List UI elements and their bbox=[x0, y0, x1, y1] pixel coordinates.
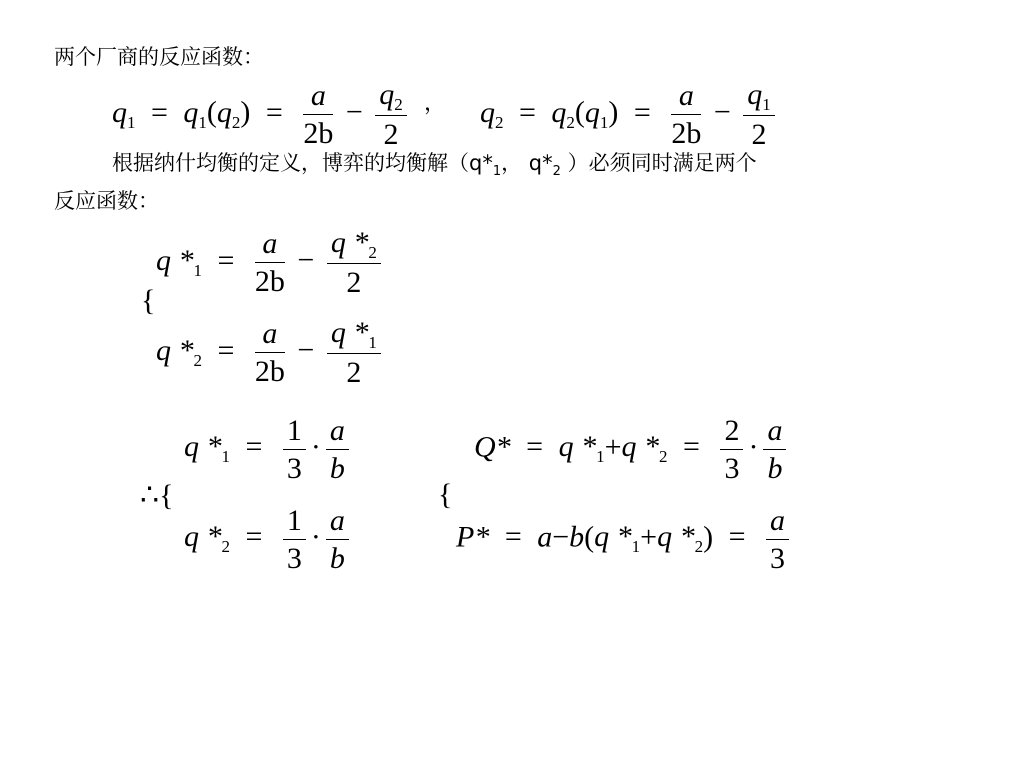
brace: { bbox=[438, 478, 453, 511]
system2-row2: q $*_2$ = $\frac{1}{3}$ · $\frac{a}{b}$ bbox=[184, 504, 354, 575]
fraction: $\frac{q_2}{2}$ bbox=[375, 78, 407, 152]
paren: ) bbox=[240, 95, 251, 129]
system1-row1: q $*_1$ = $\frac{a}{2b}$ − $\frac{q *_2}{2}$ bbox=[156, 226, 386, 300]
paren: ) bbox=[608, 95, 619, 129]
eq1-lhs: $q_1$ bbox=[112, 95, 136, 132]
eq1-mid: $q_1$ bbox=[183, 95, 207, 132]
therefore-brace: ∴{ bbox=[140, 479, 174, 512]
reaction-function-1 bbox=[112, 78, 412, 152]
fraction: $\frac{q_1}{2}$ bbox=[743, 78, 775, 152]
brace: { bbox=[141, 284, 156, 317]
eq2-arg: $q_1$ bbox=[584, 95, 609, 132]
paren: ( bbox=[574, 95, 585, 129]
paragraph-line-2: 反应函数： bbox=[54, 189, 159, 213]
system1-row2: q $*_2$ = $\frac{a}{2b}$ − $\frac{q *_1}{2}$ bbox=[156, 316, 386, 390]
eq2-mid: $q_2$ bbox=[551, 95, 575, 132]
eq-sign: = bbox=[265, 95, 283, 129]
minus-sign: − bbox=[345, 95, 363, 129]
eq-sign: = bbox=[151, 95, 168, 129]
system3-row1: Q* = q $*_1+q$ $*_2$ = $\frac{2}{3}$ · $\frac{a}{b}$ bbox=[474, 414, 791, 485]
system3-row2: P* = a−b(q $*_1+q$ $*_2$) = $\frac{a}{3}$ bbox=[456, 504, 794, 575]
eq2-lhs: $q_2$ bbox=[480, 95, 504, 132]
eq-sign: = bbox=[633, 95, 651, 129]
paragraph-line-1: 根据纳什均衡的定义，博弈的均衡解（$q*_1$， $q*_2$ ）必须同时满足两个 bbox=[112, 151, 757, 180]
fraction: $\frac{a}{2b}$ bbox=[671, 79, 702, 150]
eq1-arg: $q_2$ bbox=[216, 95, 241, 132]
reaction-function-2 bbox=[480, 78, 780, 152]
intro-text: 两个厂商的反应函数： bbox=[54, 45, 264, 69]
separator-comma: ， bbox=[424, 90, 447, 115]
paren: ( bbox=[206, 95, 217, 129]
system2-row1: q $*_1$ = $\frac{1}{3}$ · $\frac{a}{b}$ bbox=[184, 414, 354, 485]
fraction: $\frac{a}{2b}$ bbox=[303, 79, 334, 150]
minus-sign: − bbox=[713, 95, 731, 129]
eq-sign: = bbox=[519, 95, 536, 129]
